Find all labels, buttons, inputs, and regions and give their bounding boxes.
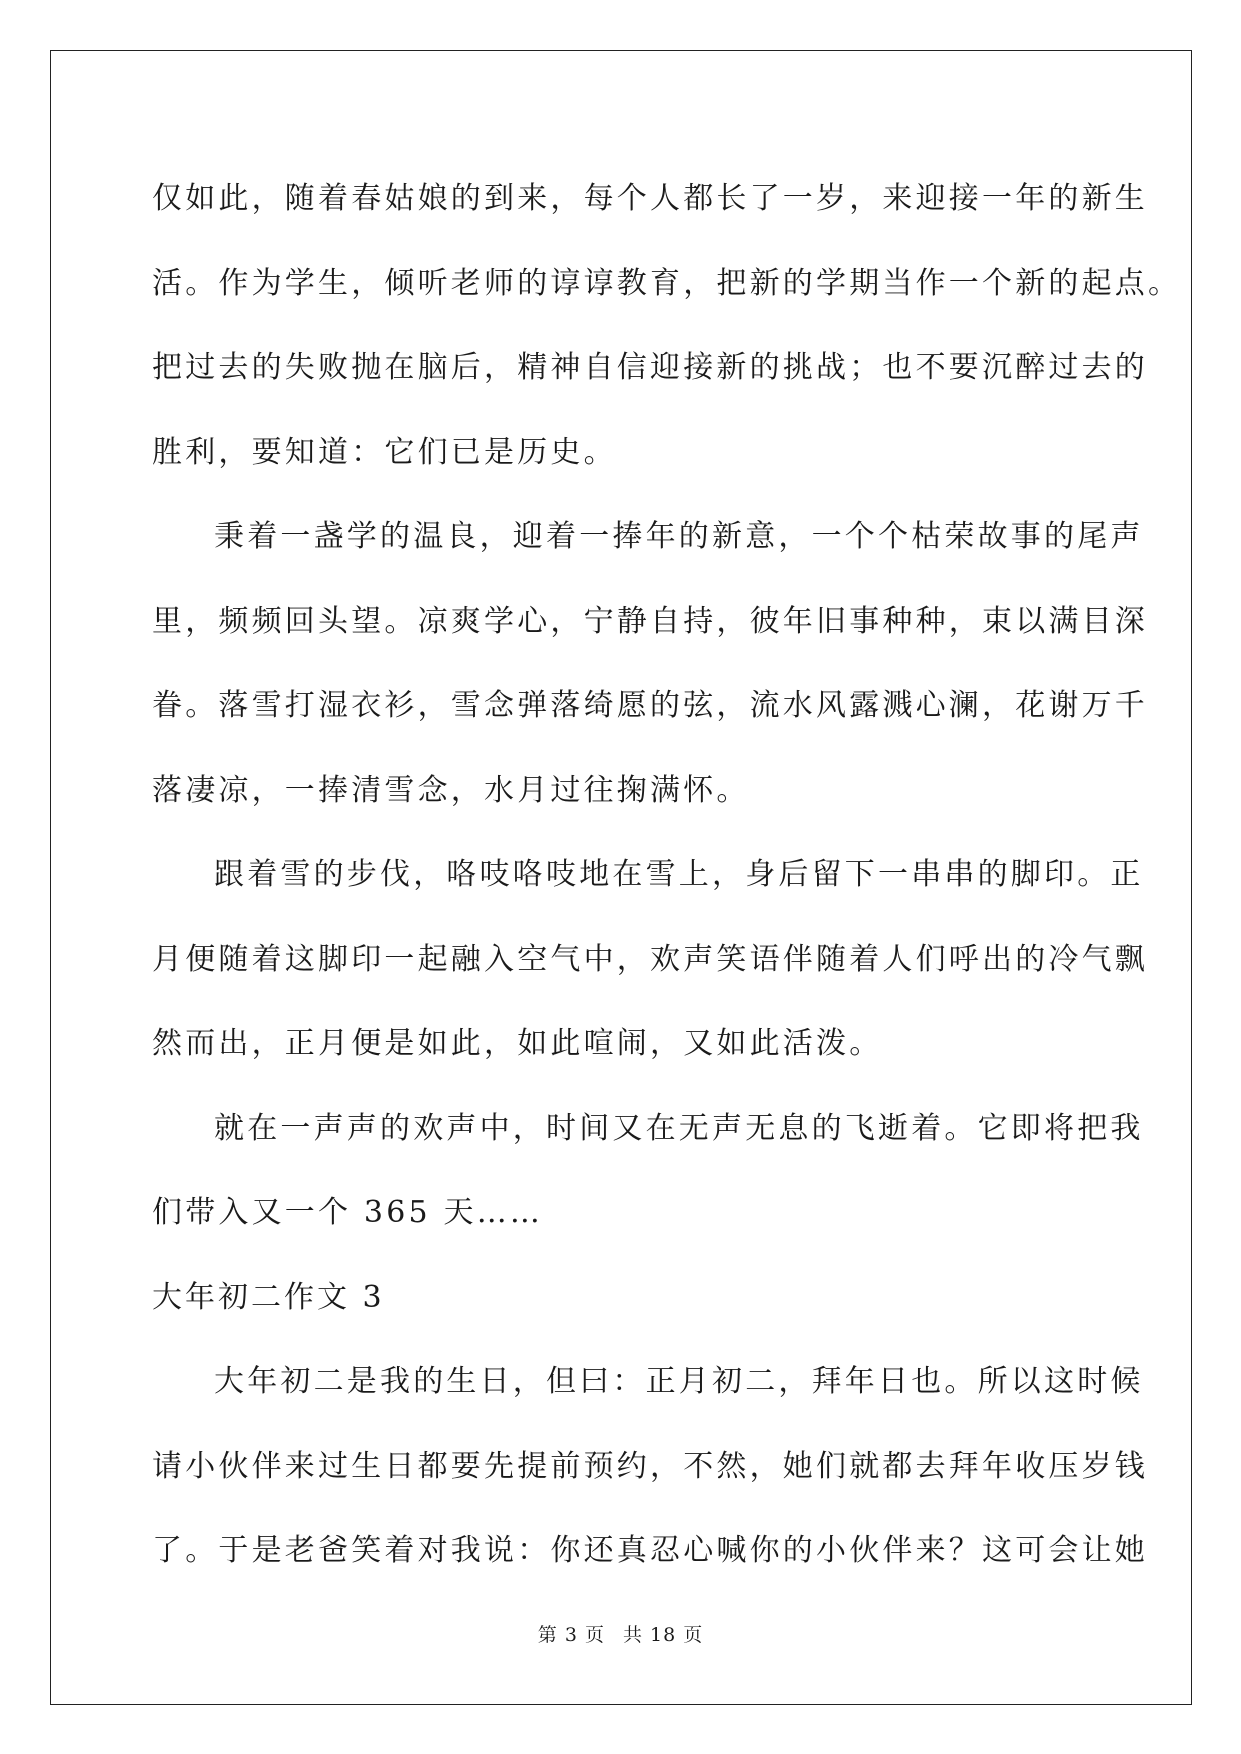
- paragraph-start-line: 跟着雪的步伐，咯吱咯吱地在雪上，身后留下一串串的脚印。正: [214, 857, 1144, 892]
- text-line: 胜利，要知道：它们已是历史。: [152, 434, 617, 470]
- paragraph-start-line: 就在一声声的欢声中，时间又在无声无息的飞逝着。它即将把我: [214, 1110, 1144, 1146]
- page-total: 共 18 页: [622, 1624, 704, 1646]
- text-line: 里，频频回头望。凉爽学心，宁静自持，彼年旧事种种，束以满目深: [152, 603, 1148, 639]
- text-line: 们带入又一个 365 天……: [152, 1195, 544, 1230]
- text-line: 眷。落雪打湿衣衫，雪念弹落绮愿的弦，流水风露溅心澜，花谢万千: [152, 688, 1148, 723]
- section-heading: 大年初二作文 3: [152, 1279, 385, 1315]
- text-line: 了。于是老爸笑着对我说：你还真忍心喊你的小伙伴来？这可会让她: [152, 1533, 1148, 1568]
- paragraph-start-line: 秉着一盏学的温良，迎着一捧年的新意，一个个枯荣故事的尾声: [214, 519, 1144, 554]
- text-line: 活。作为学生，倾听老师的谆谆教育，把新的学期当作一个新的起点。: [152, 265, 1182, 301]
- text-line: 月便随着这脚印一起融入空气中，欢声笑语伴随着人们呼出的冷气飘: [152, 941, 1148, 977]
- paragraph-start-line: 大年初二是我的生日，但曰：正月初二，拜年日也。所以这时候: [214, 1364, 1144, 1399]
- text-line: 把过去的失败抛在脑后，精神自信迎接新的挑战；也不要沉醉过去的: [152, 350, 1148, 385]
- page-footer: [0, 1620, 1241, 1647]
- page-number: 第 3 页: [537, 1624, 605, 1646]
- text-line: 落凄凉，一捧清雪念，水月过往掬满怀。: [152, 772, 750, 808]
- document-body: [152, 157, 1182, 1594]
- text-line: 请小伙伴来过生日都要先提前预约，不然，她们就都去拜年收压岁钱: [152, 1448, 1148, 1484]
- text-line: 仅如此，随着春姑娘的到来，每个人都长了一岁，来迎接一年的新生: [152, 181, 1148, 216]
- text-line: 然而出，正月便是如此，如此喧闹，又如此活泼。: [152, 1026, 883, 1061]
